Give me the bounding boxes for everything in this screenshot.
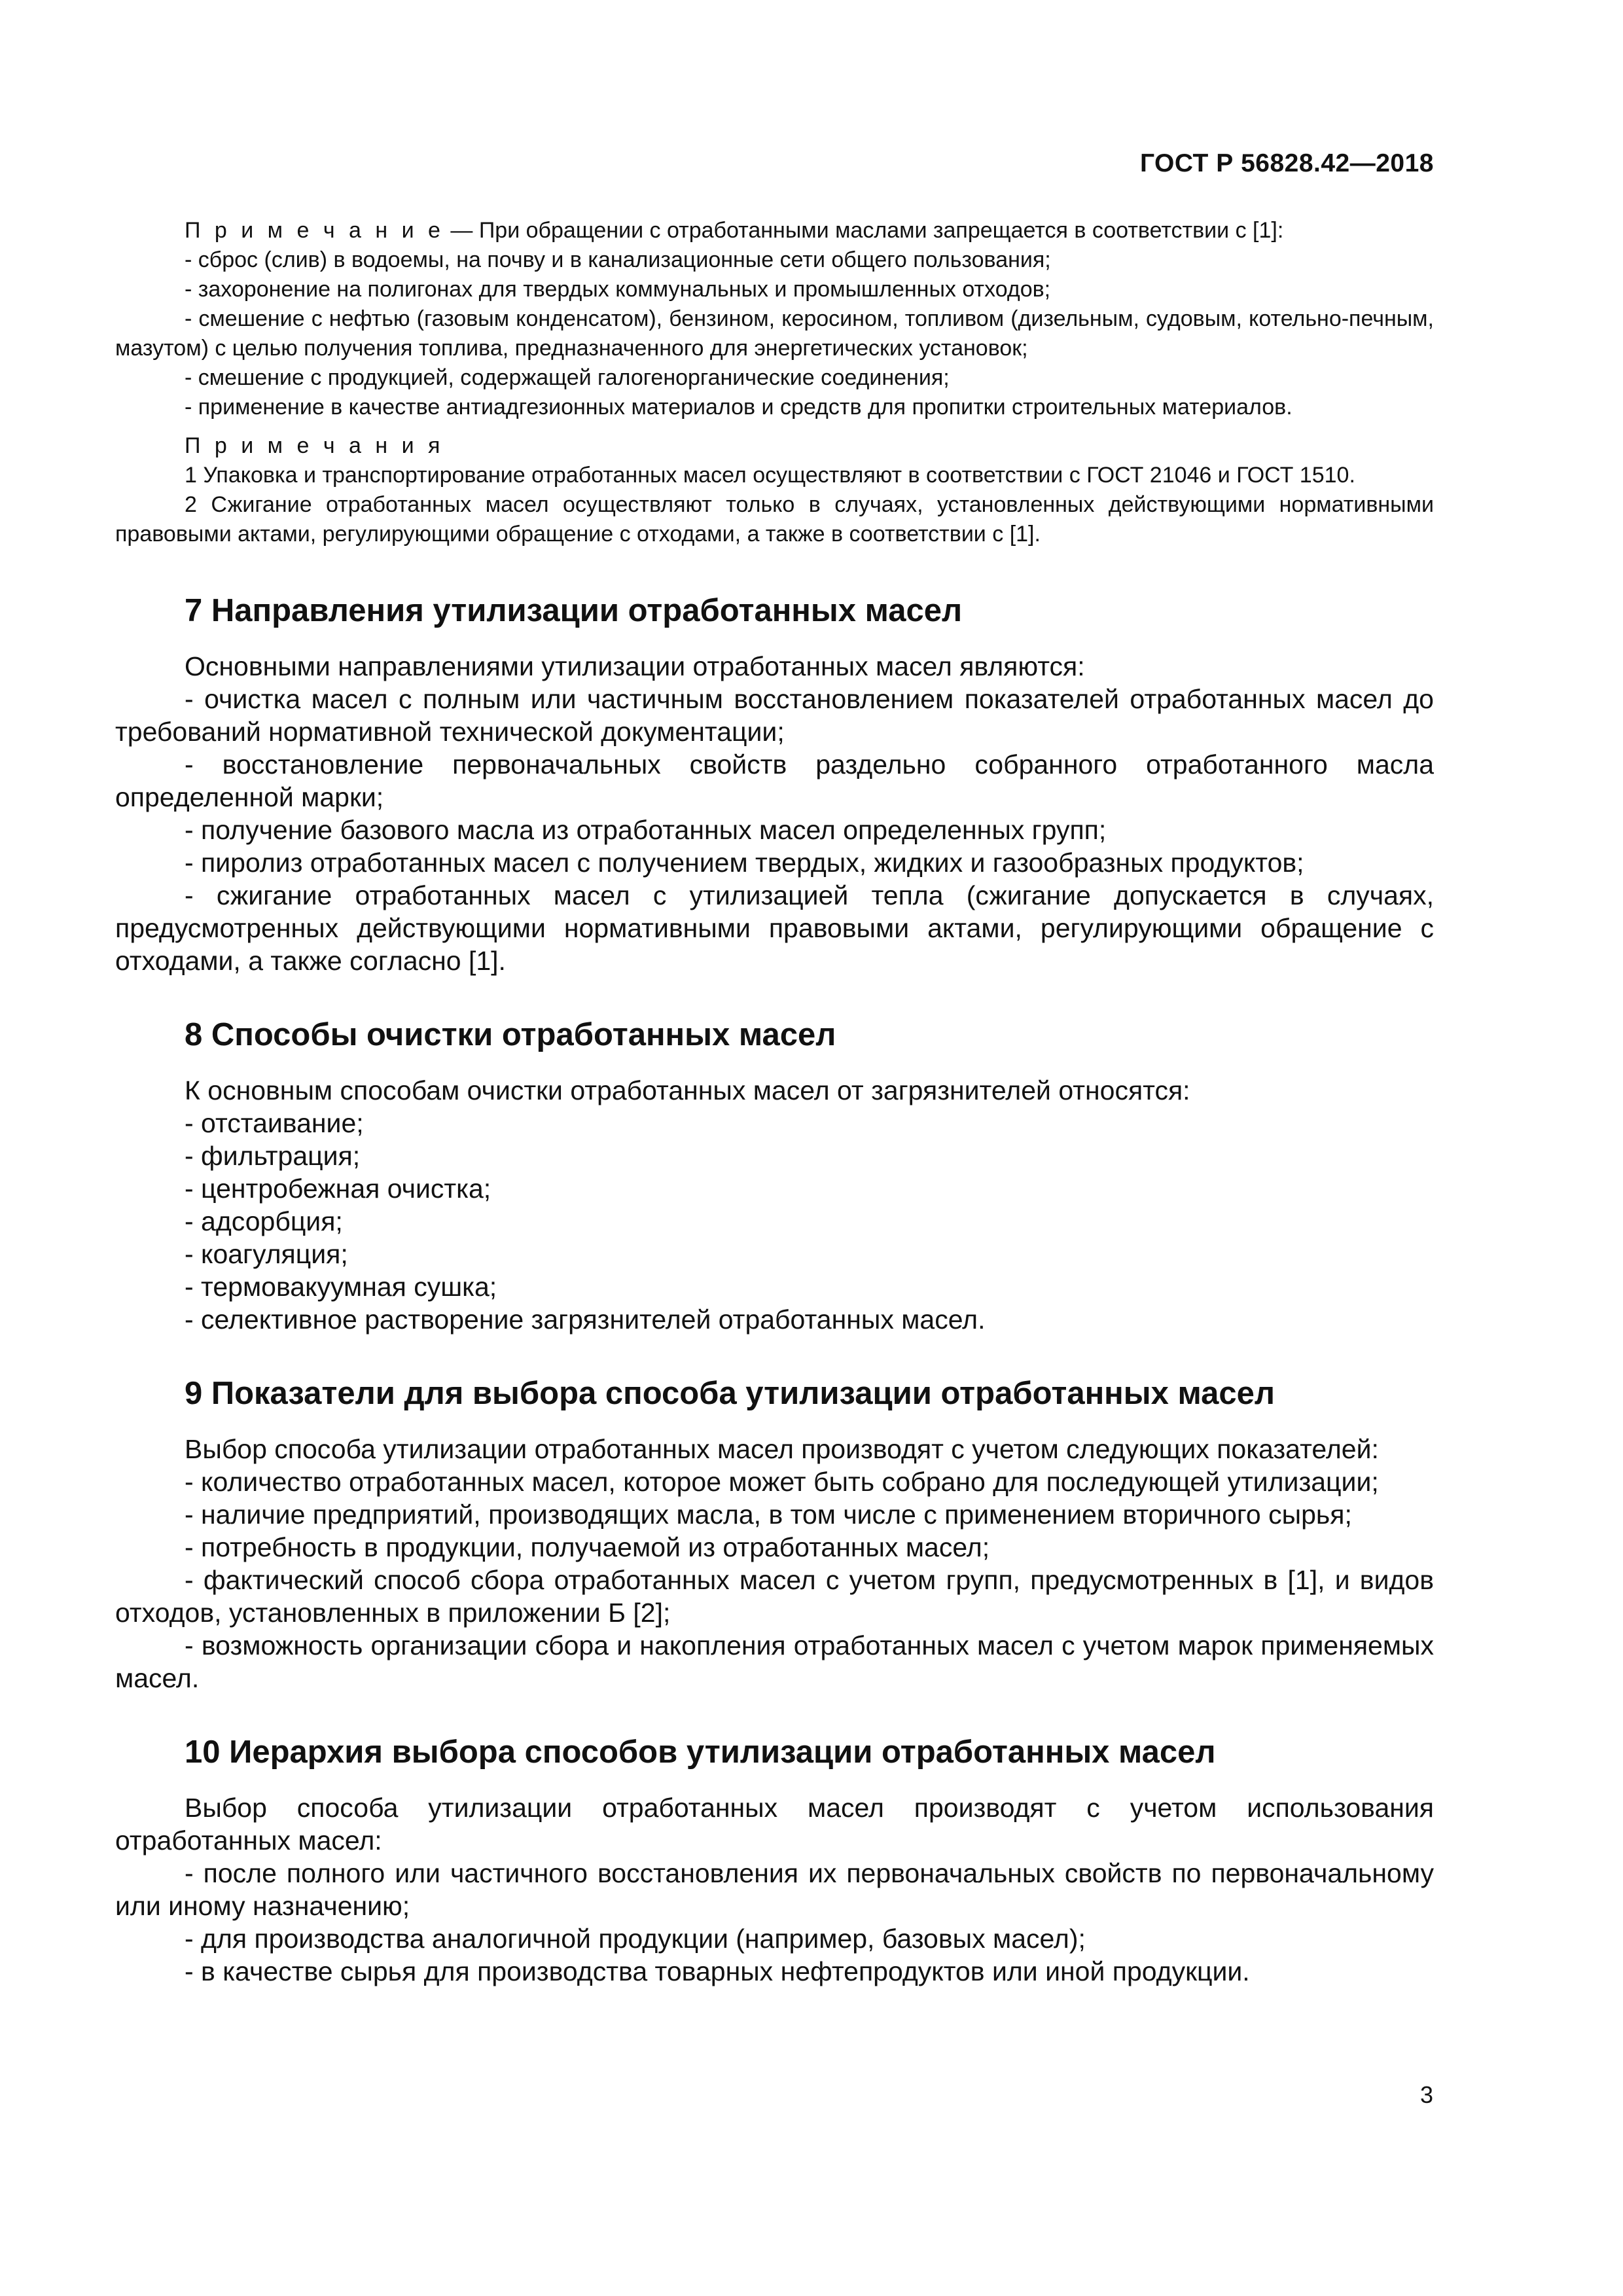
note-intro xyxy=(115,216,1434,245)
paragraph: - отстаивание; xyxy=(185,1108,364,1138)
notes-label: П р и м е ч а н и я xyxy=(185,433,444,458)
paragraph: - после полного или частичного восстановления их первоначальных свойств по первоначальному или иному назначению; xyxy=(115,1858,1434,1921)
document-code: ГОСТ Р 56828.42—2018 xyxy=(1139,149,1434,177)
note-label: П р и м е ч а н и е xyxy=(185,218,444,243)
paragraph: - в качестве сырья для производства товарных нефтепродуктов или иной продукции. xyxy=(185,1956,1250,1986)
paragraph: Основными направлениями утилизации отработанных масел являются: xyxy=(185,651,1085,681)
section-title: 8 Способы очистки отработанных масел xyxy=(185,1017,836,1052)
page-content xyxy=(115,216,1434,1988)
paragraph: - возможность организации сбора и накопления отработанных масел с учетом марок применяемых масел. xyxy=(115,1630,1434,1693)
notes-item: 1 Упаковка и транспортирование отработанных масел осуществляют в соответствии с ГОСТ 21046 и ГОСТ 1510. xyxy=(185,463,1355,488)
section-9 xyxy=(115,1374,1434,1695)
note-single xyxy=(115,216,1434,422)
paragraph: - получение базового масла из отработанных масел определенных групп; xyxy=(185,815,1107,845)
note-item: - сброс (слив) в водоемы, на почву и в канализационные сети общего пользования; xyxy=(185,247,1051,272)
paragraph: - для производства аналогичной продукции (например, базовых масел); xyxy=(185,1924,1086,1954)
paragraph: Выбор способа утилизации отработанных масел производят с учетом использования отработанных масел: xyxy=(115,1793,1434,1856)
paragraph: К основным способам очистки отработанных масел от загрязнителей относятся: xyxy=(185,1075,1190,1105)
page-number: 3 xyxy=(1419,2081,1433,2108)
paragraph: - фактический способ сбора отработанных масел с учетом групп, предусмотренных в [1], и видов отходов, установленных в приложении Б [2]; xyxy=(115,1565,1434,1628)
notes-item: 2 Сжигание отработанных масел осуществляют только в случаях, установленных действующими нормативными правовыми актами, регулирующими обращение с отходами, а также в соответствии с [1]. xyxy=(115,492,1434,547)
notes-plural xyxy=(115,431,1434,549)
section-title: 10 Иерархия выбора способов утилизации отработанных масел xyxy=(185,1734,1216,1770)
note-item: - применение в качестве антиадгезионных материалов и средств для пропитки строительных материалов. xyxy=(185,395,1293,420)
paragraph: - очистка масел с полным или частичным восстановлением показателей отработанных масел до требований нормативной технической документации; xyxy=(115,684,1434,747)
paragraph: - потребность в продукции, получаемой из отработанных масел; xyxy=(185,1532,990,1562)
paragraph: - количество отработанных масел, которое может быть собрано для последующей утилизации; xyxy=(185,1467,1379,1497)
note-item: - смешение с продукцией, содержащей галогенорганические соединения; xyxy=(185,365,950,390)
paragraph: - селективное растворение загрязнителей отработанных масел. xyxy=(185,1304,986,1335)
paragraph: - центробежная очистка; xyxy=(185,1174,491,1204)
note-item: - захоронение на полигонах для твердых коммунальных и промышленных отходов; xyxy=(185,277,1051,302)
section-7 xyxy=(115,591,1434,977)
paragraph: - сжигание отработанных масел с утилизацией тепла (сжигание допускается в случаях, предусмотренных действующими нормативными правовыми актами, регулирующими обращение с отходами, а также согласно [1]. xyxy=(115,880,1434,976)
paragraph: - пиролиз отработанных масел с получением твердых, жидких и газообразных продуктов; xyxy=(185,848,1304,878)
paragraph: - фильтрация; xyxy=(185,1141,361,1171)
paragraph: - наличие предприятий, производящих масла, в том числе с применением вторичного сырья; xyxy=(185,1499,1352,1530)
section-8 xyxy=(115,1015,1434,1336)
note-intro-text: — При обращении с отработанными маслами запрещается в соответствии с [1]: xyxy=(444,218,1284,243)
section-title: 7 Направления утилизации отработанных масел xyxy=(185,593,963,628)
paragraph: - термовакуумная сушка; xyxy=(185,1272,497,1302)
note-item: - смешение с нефтью (газовым конденсатом), бензином, керосином, топливом (дизельным, судовым, котельно-печным, мазутом) с целью получения топлива, предназначенного для энергетических установок; xyxy=(115,306,1434,361)
paragraph: - коагуляция; xyxy=(185,1239,348,1269)
section-title: 9 Показатели для выбора способа утилизации отработанных масел xyxy=(185,1376,1275,1411)
paragraph: - адсорбция; xyxy=(185,1206,343,1236)
paragraph: Выбор способа утилизации отработанных масел производят с учетом следующих показателей: xyxy=(185,1434,1379,1464)
paragraph: - восстановление первоначальных свойств раздельно собранного отработанного масла определенной марки; xyxy=(115,749,1434,812)
section-10 xyxy=(115,1732,1434,1988)
